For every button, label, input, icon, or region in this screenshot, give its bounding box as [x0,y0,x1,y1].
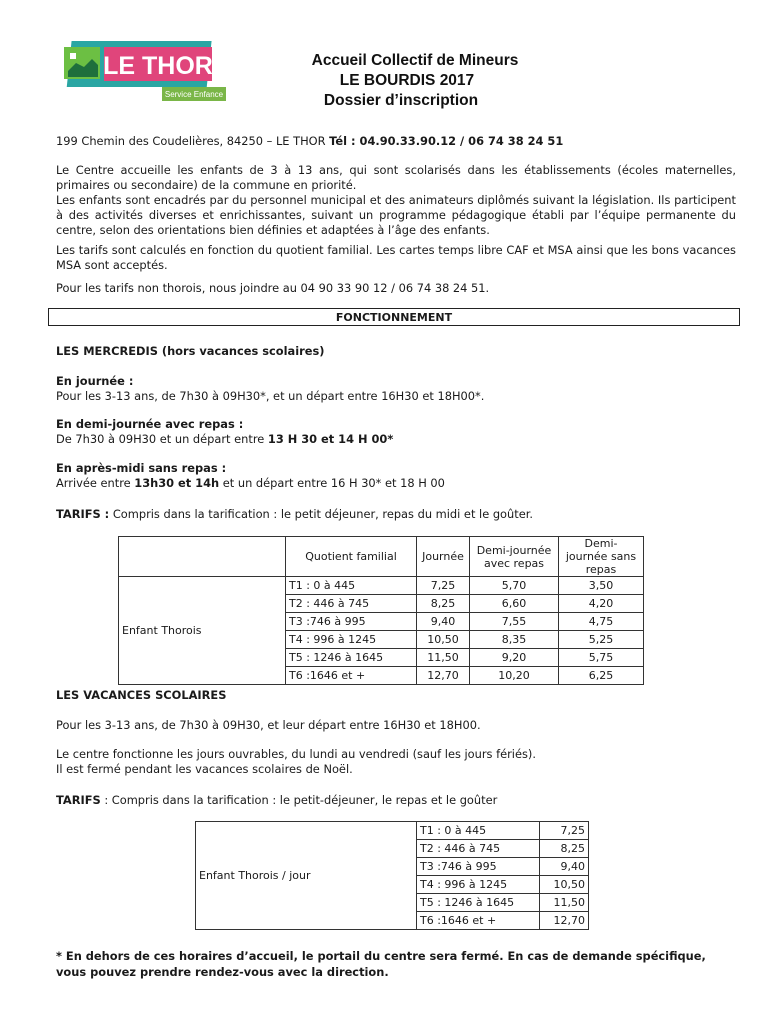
address-line [56,134,736,149]
apres-midi-label: En après-midi sans repas : [56,461,227,475]
intro-paragraph-1: Le Centre accueille les enfants de 3 à 13 ans, qui sont scolarisés dans les établissements (écoles maternelles, primaires ou secondaire) de la commune en priorité. [56,163,736,192]
apres-midi-text-end: et un départ entre 16 H 30* et 18 H 00 [219,476,445,490]
cell-quotient: T4 : 996 à 1245 [417,876,540,894]
logo-subtext: Service Enfance [164,90,224,99]
cell-demi-avec: 7,55 [470,613,559,631]
vacances-noel: Il est fermé pendant les vacances scolaires de Noël. [56,762,353,776]
row-label-enfant-thorois: Enfant Thorois [119,577,286,685]
vacances-tarifs-label: TARIFS [56,793,101,807]
cell-quotient: T5 : 1246 à 1645 [417,894,540,912]
vacances-paragraph-1: Pour les 3-13 ans, de 7h30 à 09H30, et leur départ entre 16H30 et 18H00. [56,718,481,732]
vacances-tarif-table [195,821,589,930]
header-journee: Journée [417,537,470,577]
title-line-2: LE BOURDIS 2017 [339,72,475,89]
row-label-enfant-thorois-jour: Enfant Thorois / jour [196,822,417,930]
cell-tarif: 9,40 [540,858,589,876]
cell-demi-sans: 5,75 [559,649,644,667]
fonctionnement-banner: FONCTIONNEMENT [48,308,740,326]
cell-quotient: T2 : 446 à 745 [417,840,540,858]
cell-quotient: T3 :746 à 995 [286,613,417,631]
cell-journee: 12,70 [417,667,470,685]
tarifs-text: Compris dans la tarification : le petit déjeuner, repas du midi et le goûter. [109,507,533,521]
journee-block [56,374,736,404]
cell-demi-sans: 3,50 [559,577,644,595]
address: 199 Chemin des Coudelières, 84250 – LE THOR [56,134,330,148]
cell-journee: 10,50 [417,631,470,649]
demi-journee-hours: 13 H 30 et 14 H 00* [267,432,394,446]
cell-quotient: T6 :1646 et + [286,667,417,685]
cell-demi-avec: 5,70 [470,577,559,595]
cell-journee: 8,25 [417,595,470,613]
cell-journee: 11,50 [417,649,470,667]
logo-text: LE THOR [103,52,213,80]
cell-demi-avec: 8,35 [470,631,559,649]
demi-journee-text: De 7h30 à 09H30 et un départ entre [56,432,268,446]
demi-journee-label: En demi-journée avec repas : [56,417,244,431]
cell-quotient: T1 : 0 à 445 [286,577,417,595]
cell-journee: 9,40 [417,613,470,631]
intro-paragraph-2: Les enfants sont encadrés par du personnel municipal et des animateurs diplômés suivant la législation. Ils participent à des activités diverses et enrichissantes, suivant un programme pédagogique établi par l’équipe permanente du centre, selon des orientations bien définies et adaptées à l’âge des enfants. [56,193,736,237]
apres-midi-hours: 13h30 et 14h [134,476,220,490]
header-demi-sans-repas: Demi- journée sans repas [559,537,644,577]
tarifs-label: TARIFS : [56,507,110,521]
cell-quotient: T1 : 0 à 445 [417,822,540,840]
demi-journee-block [56,417,736,447]
le-thor-logo [64,37,230,105]
table-corner [119,537,286,577]
title-line-3: Dossier d’inscription [323,92,479,109]
phone-numbers: Tél : 04.90.33.90.12 / 06 74 38 24 51 [329,134,564,148]
cell-demi-avec: 6,60 [470,595,559,613]
cell-journee: 7,25 [417,577,470,595]
cell-demi-sans: 4,75 [559,613,644,631]
header-demi-avec-repas: Demi-journée avec repas [470,537,559,577]
apres-midi-text-start: Arrivée entre [56,476,135,490]
cell-quotient: T2 : 446 à 745 [286,595,417,613]
cell-demi-sans: 4,20 [559,595,644,613]
cell-quotient: T5 : 1246 à 1645 [286,649,417,667]
header-quotient: Quotient familial [286,537,417,577]
table-row [196,822,589,840]
vacances-title: LES VACANCES SCOLAIRES [56,688,227,702]
cell-tarif: 8,25 [540,840,589,858]
intro-paragraph-4: Pour les tarifs non thorois, nous joindre au 04 90 33 90 12 / 06 74 38 24 51. [56,281,490,295]
footnote: * En dehors de ces horaires d’accueil, le portail du centre sera fermé. En cas de demande spécifique, vous pouvez prendre rendez-vous avec la direction. [56,949,706,979]
vacances-tarifs-note [56,793,736,808]
cell-demi-sans: 5,25 [559,631,644,649]
cell-tarif: 12,70 [540,912,589,930]
table-row [119,577,644,595]
cell-demi-sans: 6,25 [559,667,644,685]
mercredis-title: LES MERCREDIS (hors vacances scolaires) [56,344,325,358]
cell-tarif: 11,50 [540,894,589,912]
cell-tarif: 7,25 [540,822,589,840]
vacances-jours: Le centre fonctionne les jours ouvrables, du lundi au vendredi (sauf les jours fériés). [56,747,536,761]
vacances-paragraph-2 [56,747,736,777]
cell-quotient: T3 :746 à 995 [417,858,540,876]
cell-quotient: T6 :1646 et + [417,912,540,930]
cell-demi-avec: 10,20 [470,667,559,685]
document-title [255,51,575,111]
intro-paragraph-3: Les tarifs sont calculés en fonction du quotient familial. Les cartes temps libre CAF et MSA ainsi que les bons vacances MSA sont acceptés. [56,243,736,272]
title-line-1: Accueil Collectif de Mineurs [311,52,519,69]
cell-quotient: T4 : 996 à 1245 [286,631,417,649]
apres-midi-block [56,461,736,491]
cell-tarif: 10,50 [540,876,589,894]
journee-label: En journée : [56,374,134,388]
journee-text: Pour les 3-13 ans, de 7h30 à 09H30*, et un départ entre 16H30 et 18H00*. [56,389,485,403]
mercredis-tarifs-note [56,507,736,522]
mercredis-tarif-table [118,536,644,685]
cell-demi-avec: 9,20 [470,649,559,667]
vacances-tarifs-text: : Compris dans la tarification : le petit-déjeuner, le repas et le goûter [100,793,498,807]
